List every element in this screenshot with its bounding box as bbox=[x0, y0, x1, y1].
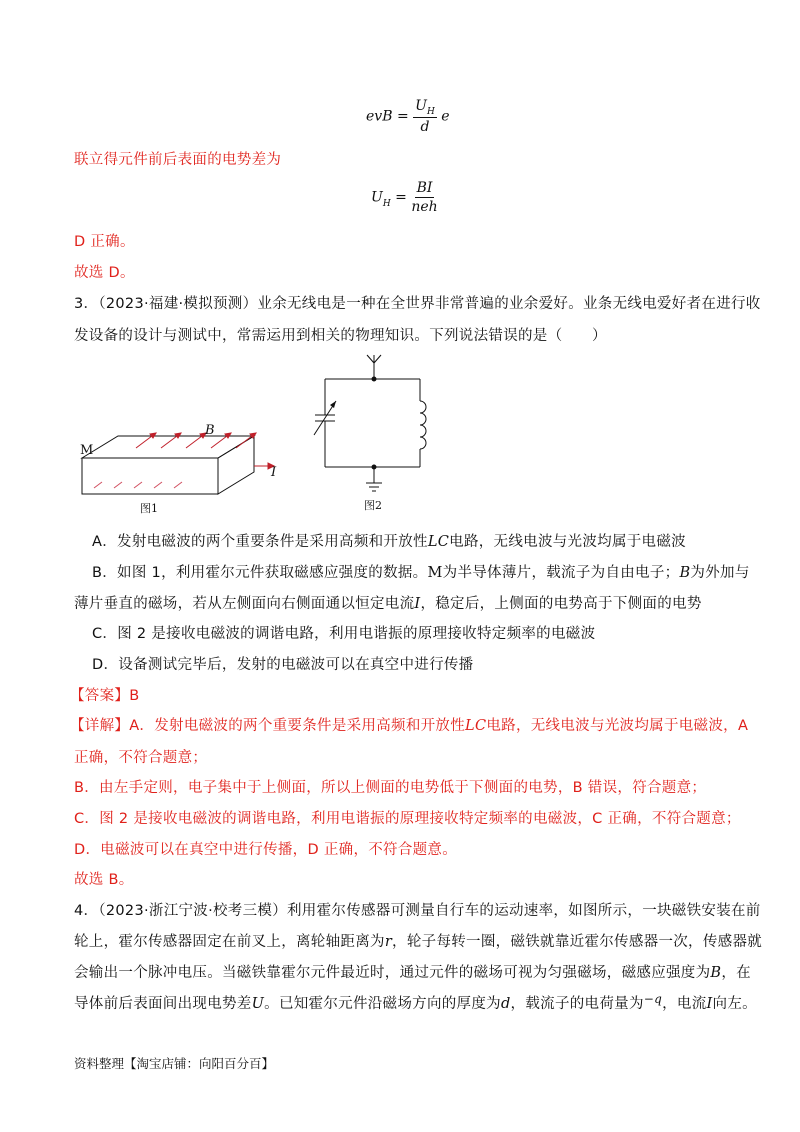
q3-option-a-pre: A．发射电磁波的两个重要条件是采用高频和开放性 bbox=[92, 534, 428, 550]
antenna-arm-left bbox=[367, 355, 374, 363]
equation-1 bbox=[366, 98, 450, 135]
q3-detail-a-post: 电路，无线电波与光波均属于电磁波，A bbox=[486, 718, 749, 734]
figure-1-hall-slab bbox=[76, 418, 286, 518]
q4-number: 4． bbox=[74, 903, 99, 919]
q3-option-b-l2-pre: 薄片垂直的磁场，若从左侧面向右侧面通以恒定电流 bbox=[74, 596, 415, 612]
choose-d-text: 故选 D。 bbox=[74, 265, 135, 281]
equation-1-den: d bbox=[420, 119, 430, 135]
q3-stem-line-2: 发设备的设计与测试中，常需运用到相关的物理知识。下列说法错误的是（ ） bbox=[74, 328, 607, 344]
q3-detail-d: D．电磁波可以在真空中进行传播，D 正确，不符合题意。 bbox=[74, 842, 458, 858]
q3-option-a bbox=[92, 532, 686, 552]
q4-I: I bbox=[706, 996, 713, 1012]
q4-B: B bbox=[710, 965, 722, 981]
q3-answer: 【答案】B bbox=[70, 688, 140, 704]
equation-2-den: neh bbox=[411, 199, 438, 215]
equation-1-lhs: evB bbox=[366, 108, 393, 125]
q4-l3-post: ，在 bbox=[721, 965, 751, 981]
q4-l4-mid3: ，电流 bbox=[662, 996, 707, 1012]
q3-option-b-line-1 bbox=[92, 563, 750, 583]
junction-top bbox=[372, 377, 377, 382]
junction-bottom bbox=[372, 465, 377, 470]
equation-1-tail: e bbox=[441, 108, 450, 125]
antenna-arm-right bbox=[374, 355, 381, 363]
equation-2-lhs-sub: H bbox=[382, 198, 391, 209]
q4-l3-pre: 会输出一个脉冲电压。当磁铁靠霍尔元件最近时，通过元件的磁场可视为匀强磁场，磁感应强度为 bbox=[74, 965, 711, 981]
front-face-hatching bbox=[94, 482, 182, 488]
q3-option-b-M: M bbox=[427, 565, 443, 581]
q3-option-b-B: B bbox=[679, 565, 691, 581]
q3-detail-head: 【详解】 bbox=[70, 718, 130, 734]
q3-option-b-pre: B．如图 1，利用霍尔元件获取磁感应强度的数据。 bbox=[92, 565, 428, 581]
q3-detail-b: B．由左手定则，电子集中于上侧面，所以上侧面的电势低于下侧面的电势，B 错误，符合题意； bbox=[74, 780, 707, 796]
slab-front-face bbox=[82, 458, 218, 494]
q4-line-4 bbox=[74, 994, 757, 1014]
combine-text: 联立得元件前后表面的电势差为 bbox=[74, 152, 282, 168]
q4-source: （2023·浙江宁波·校考三模） bbox=[98, 903, 287, 919]
q3-stem-1: 业余无线电是一种在全世界非常普遍的业余爱好。业条无线电爱好者在进行收 bbox=[257, 296, 761, 312]
q3-detail-c: C．图 2 是接收电磁波的调谐电路，利用电谐振的原理接收特定频率的电磁波，C 正确，不符合题意； bbox=[74, 811, 741, 827]
figure-1-label-M: M bbox=[80, 443, 94, 458]
equation-1-num-sub: H bbox=[426, 107, 435, 117]
q4-l4-post: 向左。 bbox=[712, 996, 757, 1012]
figure-2-lc-circuit bbox=[310, 353, 430, 513]
q4-l4-pre: 导体前后表面间出现电势差 bbox=[74, 996, 252, 1012]
q4-r: r bbox=[384, 934, 393, 950]
figure-1-caption: 图1 bbox=[140, 502, 158, 515]
equation-2-eq: = bbox=[395, 189, 407, 206]
equation-1-eq: = bbox=[396, 108, 409, 125]
q3-stem-line-1 bbox=[74, 294, 761, 314]
q3-option-b-post: 为外加与 bbox=[690, 565, 750, 581]
q3-option-b-l2-post: ，稳定后，上侧面的电势高于下侧面的电势 bbox=[420, 596, 702, 612]
q3-option-d: D．设备测试完毕后，发射的电磁波可以在真空中进行传播 bbox=[92, 657, 474, 673]
equation-2 bbox=[371, 180, 438, 215]
q3-detail-a bbox=[70, 716, 748, 736]
q4-l2-pre: 轮上，霍尔传感器固定在前叉上，离轮轴距离为 bbox=[74, 934, 385, 950]
figure-1-label-I: I bbox=[271, 465, 277, 480]
q3-detail-a-lc: LC bbox=[465, 718, 487, 734]
equation-1-num: U bbox=[415, 98, 427, 114]
slab-top-face bbox=[82, 436, 254, 458]
q4-l1: 利用霍尔传感器可测量自行车的运动速率，如图所示，一块磁铁安装在前 bbox=[287, 903, 761, 919]
q4-line-2 bbox=[74, 932, 762, 952]
footer-text: 资料整理【淘宝店铺：向阳百分百】 bbox=[74, 1056, 275, 1071]
q3-option-a-lc: LC bbox=[427, 534, 450, 550]
q4-d: d bbox=[500, 996, 511, 1012]
capacitor-arrow-head bbox=[330, 401, 336, 408]
d-correct-text: D 正确。 bbox=[74, 234, 135, 250]
equation-2-num: BI bbox=[416, 180, 433, 196]
q3-option-a-post: 电路，无线电波与光波均属于电磁波 bbox=[449, 534, 686, 550]
q3-number: 3． bbox=[74, 296, 99, 312]
figure-2-caption: 图2 bbox=[364, 499, 382, 512]
q4-l4-mid2: ，载流子的电荷量为 bbox=[510, 996, 644, 1012]
slab-right-face bbox=[218, 436, 254, 494]
equation-1-fraction bbox=[413, 98, 437, 135]
q3-option-b-mid: 为半导体薄片，载流子为自由电子； bbox=[442, 565, 680, 581]
q4-l2-post: ，轮子每转一圈，磁铁就靠近霍尔传感器一次，传感器就 bbox=[392, 934, 763, 950]
q3-option-b-I: I bbox=[414, 596, 421, 612]
q3-detail-a-pre: A．发射电磁波的两个重要条件是采用高频和开放性 bbox=[129, 718, 466, 734]
q4-l4-mid1: 。已知霍尔元件沿磁场方向的厚度为 bbox=[264, 996, 501, 1012]
q3-source: （2023·福建·模拟预测） bbox=[98, 296, 258, 312]
q3-option-b-line-2 bbox=[74, 594, 702, 614]
q4-q: −q bbox=[643, 992, 663, 1006]
q3-choose: 故选 B。 bbox=[74, 872, 134, 888]
inductor-coil bbox=[420, 401, 426, 449]
equation-2-lhs: U bbox=[371, 189, 383, 206]
q4-line-3 bbox=[74, 963, 751, 983]
equation-2-fraction bbox=[411, 180, 437, 215]
q4-line-1 bbox=[74, 901, 761, 921]
q4-U: U bbox=[251, 996, 265, 1012]
q3-option-c: C．图 2 是接收电磁波的调谐电路，利用电谐振的原理接收特定频率的电磁波 bbox=[92, 626, 596, 642]
figure-1-label-B: B bbox=[205, 423, 215, 438]
q3-detail-a-line-2: 正确，不符合题意； bbox=[74, 750, 208, 766]
